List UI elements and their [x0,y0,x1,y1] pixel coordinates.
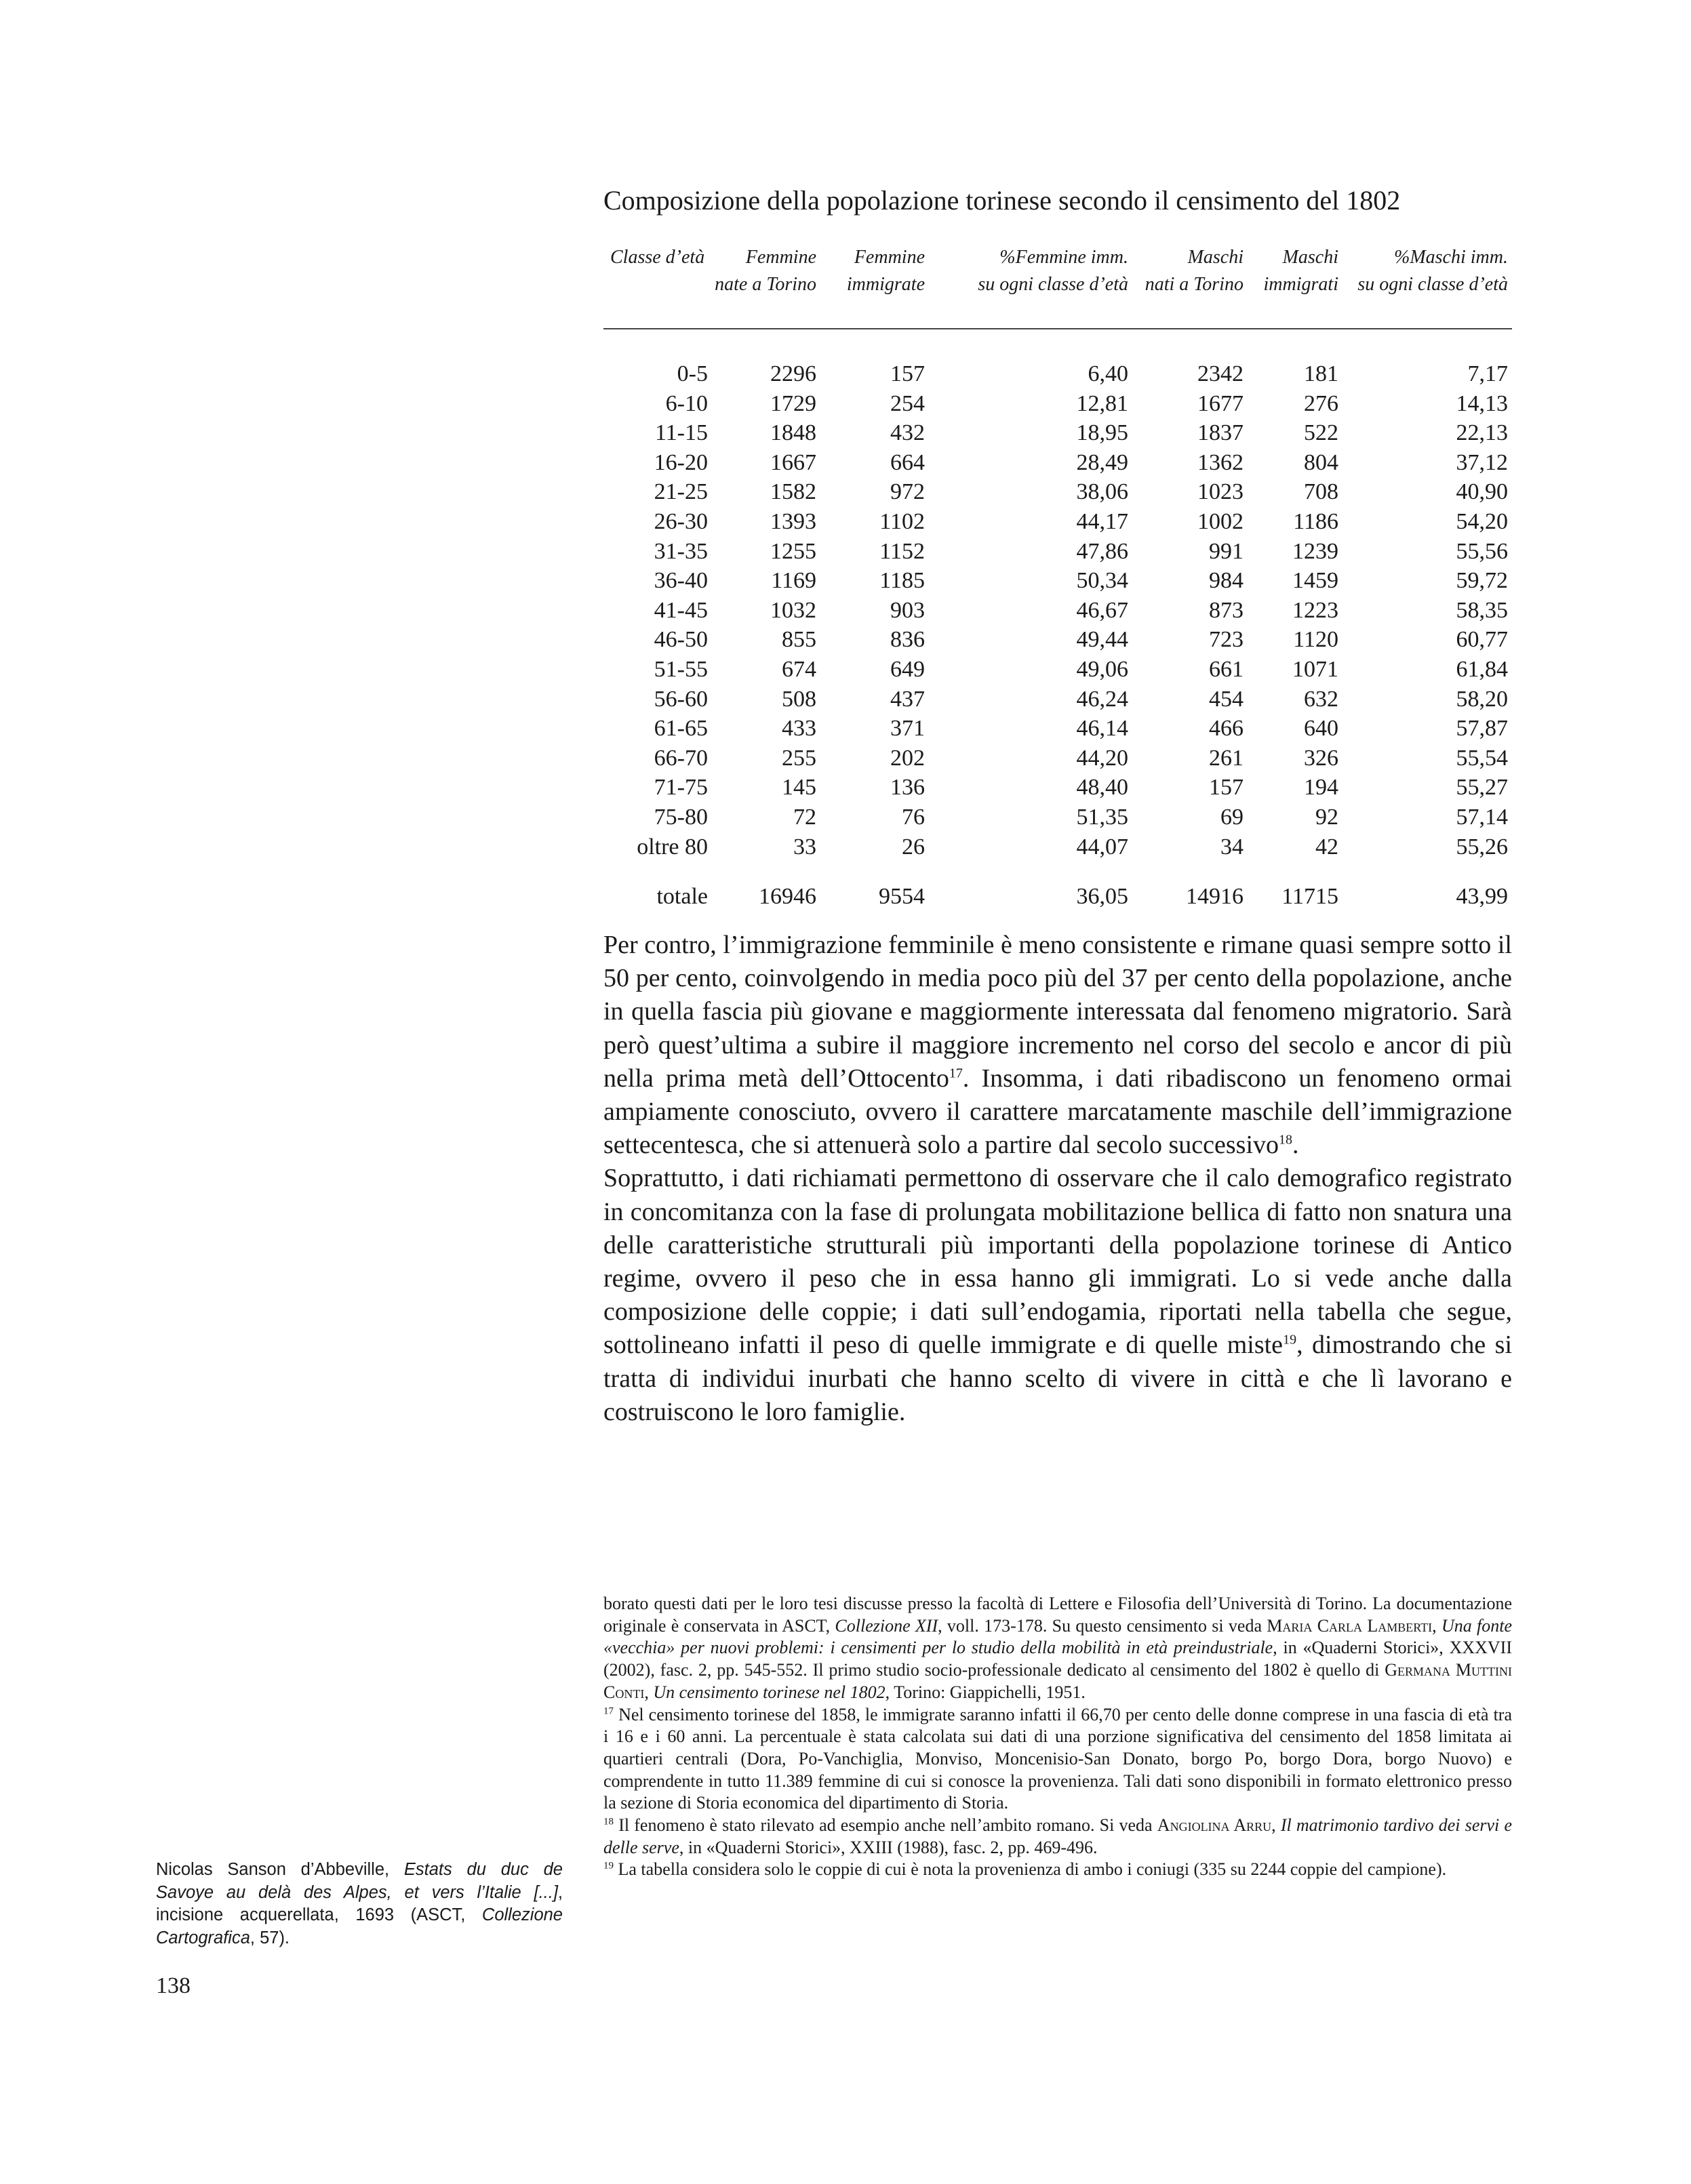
cell-age-class: 46-50 [654,627,708,653]
cell-males-immigrant: 181 [1304,361,1338,386]
cell-females-born-turin: 508 [782,686,816,712]
cell-age-class: 31-35 [654,538,708,564]
footnote-ref-17: 17 [949,1066,963,1081]
cell-males-born-turin: 1002 [1197,508,1244,534]
paragraph-text: . Insomma, i dati ribadiscono un fenomeno ormai ampiamente conosciuto, ovvero il carattere marcatamente maschile dell’immigrazione settecentesca, che si attenuerà solo a partire dal secolo successivo [603,1064,1512,1160]
cell-males-born-turin: 991 [1209,538,1244,564]
footnote-17 [603,1704,1512,1815]
cell-males-immigrant: 1120 [1293,627,1338,653]
footnote-ref-18: 18 [1279,1132,1293,1148]
footnote-author: Germana Muttini Conti [603,1660,1512,1702]
cell-males-born-turin: 69 [1220,804,1244,830]
cell-males-immigrant-pct: 58,35 [1456,597,1508,623]
table-total-row [603,862,1512,912]
total-cell-males-immigrant-pct: 43,99 [1456,884,1508,910]
cell-age-class: 26-30 [654,508,708,534]
cell-males-immigrant: 1223 [1292,597,1338,623]
table-row [603,773,1512,803]
cell-males-immigrant-pct: 61,84 [1456,656,1508,682]
cell-males-immigrant-pct: 57,14 [1456,804,1508,830]
total-cell-age-class: totale [656,884,708,910]
cell-females-immigrant: 202 [890,745,925,771]
table-row [603,803,1512,832]
total-cell-males-immigrant: 11715 [1281,884,1338,910]
cell-females-immigrant: 1152 [879,538,925,564]
cell-males-immigrant: 632 [1304,686,1338,712]
cell-females-immigrant: 437 [890,686,925,712]
footnote-text: Nel censimento torinese del 1858, le immigrate saranno infatti il 66,70 per cento delle donne comprese in una fascia di età tra i 16 e i 60 anni. La percentuale è stata calcolata sui dati di una porzione significativa del censimento del 1858 limitata ai quartieri centrali (Dora, Po-Vanchiglia, Monviso, Moncenisio-San Donato, borgo Po, borgo Dora, borgo Nuovo) e comprendente in tutto 11.389 femmine di cui si conosce la provenienza. Tali dati sono disponibili in formato elettronico presso la sezione di Storia economica del dipartimento di Storia. [603,1704,1512,1813]
cell-males-born-turin: 157 [1209,775,1244,801]
caption-author: Nicolas Sanson d’Abbeville, [156,1860,404,1879]
header-females-immigrant: Femmine immigrate [820,244,929,329]
cell-age-class: 61-65 [654,716,708,742]
cell-age-class: 75-80 [654,804,708,830]
footnote-text: , [644,1682,654,1702]
cell-females-immigrant-pct: 18,95 [1076,420,1128,446]
cell-females-born-turin: 1729 [770,390,816,416]
cell-age-class: 0-5 [677,361,708,386]
table-row [603,625,1512,655]
cell-females-born-turin: 855 [782,627,816,653]
cell-females-born-turin: 1582 [770,479,816,505]
cell-age-class: 16-20 [654,449,708,475]
table-body [603,329,1512,912]
cell-males-born-turin: 1362 [1197,449,1244,475]
cell-males-immigrant-pct: 59,72 [1456,568,1508,594]
cell-females-immigrant: 157 [890,361,925,386]
cell-females-born-turin: 72 [793,804,816,830]
cell-age-class: 51-55 [654,656,708,682]
footnote-text: , in «Quaderni Storici», XXXVII (2002), fasc. 2, pp. 545-552. Il primo studio socio-professionale dedicato al censimento del 1802 è quello di [603,1638,1512,1680]
cell-males-immigrant: 1239 [1292,538,1338,564]
cell-females-born-turin: 1169 [771,568,816,594]
footnote-italic: Una fonte «vecchia» per nuovi problemi: i censimenti per lo studio della mobilità in età preindustriale [603,1615,1513,1658]
footnote-text: Il fenomeno è stato rilevato ad esempio anche nell’ambito romano. Si veda [614,1815,1157,1836]
footnotes [603,1593,1512,1881]
footnote-continued [603,1593,1512,1704]
cell-males-born-turin: 454 [1209,686,1244,712]
table-row [603,537,1512,567]
cell-males-immigrant-pct: 58,20 [1456,686,1508,712]
cell-females-born-turin: 1032 [770,597,816,623]
page-number: 138 [156,1973,191,1998]
cell-females-born-turin: 433 [782,716,816,742]
header-males-immigrant: Maschi immigrati [1248,244,1342,329]
cell-males-immigrant-pct: 14,13 [1456,390,1508,416]
cell-females-born-turin: 1255 [770,538,816,564]
table-row [603,418,1512,448]
cell-males-immigrant: 42 [1315,834,1338,860]
cell-age-class: 56-60 [654,686,708,712]
cell-females-immigrant-pct: 46,67 [1076,597,1128,623]
footnote-author: Angiolina Arru [1157,1815,1272,1836]
paragraph-text: , dimostrando che si tratta di individui inurbati che hanno scelto di vivere in città e che lì lavorano e costruiscono le loro famiglie. [603,1331,1513,1426]
footnote-19 [603,1859,1512,1881]
cell-females-immigrant-pct: 38,06 [1076,479,1128,505]
header-males-immigrant-pct: %Maschi imm. su ogni classe d’età [1342,244,1512,329]
table-row [603,596,1512,626]
cell-age-class: oltre 80 [637,834,708,860]
cell-males-immigrant-pct: 55,56 [1456,538,1508,564]
cell-females-immigrant-pct: 47,86 [1076,538,1128,564]
footnote-number: 19 [603,1860,614,1872]
cell-males-immigrant: 708 [1304,479,1338,505]
table-title: Composizione della popolazione torinese secondo il censimento del 1802 [603,185,1401,216]
cell-females-immigrant-pct: 44,20 [1076,745,1128,771]
cell-males-immigrant: 804 [1304,449,1338,475]
cell-males-immigrant: 1186 [1293,508,1338,534]
cell-males-immigrant-pct: 55,27 [1456,775,1508,801]
cell-males-immigrant-pct: 22,13 [1456,420,1508,446]
footnote-ref-19: 19 [1283,1332,1297,1348]
cell-males-immigrant: 276 [1304,390,1338,416]
header-females-born-turin: Femmine nate a Torino [712,244,820,329]
cell-females-immigrant: 836 [890,627,925,653]
cell-females-immigrant: 76 [902,804,925,830]
table-header-row [603,244,1512,329]
caption-text: , incisione acquerellata, 1693 (ASCT, [156,1882,563,1924]
cell-males-born-turin: 34 [1220,834,1244,860]
paragraph-text: . [1292,1131,1299,1160]
table-row [603,448,1512,478]
cell-age-class: 41-45 [654,597,708,623]
footnote-italic: Collezione XII [835,1615,938,1636]
paragraph-text: Per contro, l’immigrazione femminile è meno consistente e rimane quasi sempre sotto il 50 per cento, coinvolgendo in media poco più del 37 per cento della popolazione, anche in quella fascia più giovane e maggiormente interessata dal fenomeno migratorio. Sarà però quest’ultima a subire il maggiore incremento nel corso del secolo e ancor di più nella prima metà dell’Ottocento [603,931,1512,1093]
table-row [603,507,1512,537]
cell-males-born-turin: 1837 [1197,420,1244,446]
cell-males-born-turin: 873 [1209,597,1244,623]
cell-males-immigrant-pct: 57,87 [1456,716,1508,742]
paragraph-text: Soprattutto, i dati richiamati permettono di osservare che il calo demografico registrato in concomitanza con la fase di prolungata mobilitazione bellica di fatto non snatura una delle caratteristiche strutturali più importanti della popolazione torinese di Antico regime, ovvero il peso che in essa hanno gli immigrati. Lo si vede anche dalla composizione delle coppie; i dati sull’endogamia, riportati nella tabella che segue, sottolineano infatti il peso di quelle immigrate e di quelle miste [603,1164,1512,1360]
footnote-text: , [1432,1615,1441,1636]
cell-males-immigrant: 1071 [1292,656,1338,682]
table-row [603,685,1512,714]
cell-females-immigrant: 972 [890,479,925,505]
cell-females-immigrant-pct: 44,17 [1076,508,1128,534]
cell-males-immigrant-pct: 40,90 [1456,479,1508,505]
header-males-born-turin: Maschi nati a Torino [1132,244,1248,329]
cell-females-born-turin: 145 [782,775,816,801]
cell-age-class: 71-75 [654,775,708,801]
footnote-text: , in «Quaderni Storici», XXIII (1988), fasc. 2, pp. 469-496. [679,1837,1098,1857]
cell-females-immigrant: 649 [890,656,925,682]
footnote-author: Maria Carla Lamberti [1267,1615,1433,1636]
cell-females-born-turin: 255 [782,745,816,771]
image-caption [156,1859,563,1949]
cell-females-immigrant-pct: 28,49 [1076,449,1128,475]
cell-females-immigrant: 903 [890,597,925,623]
cell-females-immigrant-pct: 12,81 [1076,390,1128,416]
caption-title: Estats du duc de Savoye au delà des Alpes, et vers l’Italie [...] [156,1860,563,1902]
cell-males-born-turin: 661 [1209,656,1244,682]
paragraph-1 [603,929,1512,1162]
table-row [603,389,1512,419]
cell-males-immigrant: 326 [1304,745,1338,771]
paragraph-2 [603,1162,1512,1429]
table-row [603,655,1512,685]
cell-females-immigrant-pct: 48,40 [1076,775,1128,801]
body-text [603,929,1512,1429]
caption-collection: Collezione Cartografica [156,1905,563,1947]
footnote-number: 17 [603,1705,614,1716]
cell-males-immigrant: 640 [1304,716,1338,742]
cell-females-born-turin: 33 [793,834,816,860]
cell-males-born-turin: 984 [1209,568,1244,594]
cell-females-immigrant-pct: 49,44 [1076,627,1128,653]
header-age-class: Classe d’età [603,244,712,329]
cell-males-born-turin: 466 [1209,716,1244,742]
footnote-18 [603,1815,1512,1859]
cell-age-class: 36-40 [654,568,708,594]
cell-males-born-turin: 1677 [1197,390,1244,416]
cell-males-immigrant-pct: 55,26 [1456,834,1508,860]
cell-females-immigrant-pct: 46,14 [1076,716,1128,742]
cell-age-class: 21-25 [654,479,708,505]
cell-females-immigrant-pct: 50,34 [1076,568,1128,594]
total-cell-females-immigrant-pct: 36,05 [1076,884,1128,910]
cell-males-immigrant-pct: 37,12 [1456,449,1508,475]
table-row [603,744,1512,773]
cell-females-immigrant: 26 [902,834,925,860]
total-cell-males-born-turin: 14916 [1186,884,1244,910]
cell-females-immigrant: 254 [890,390,925,416]
footnote-italic: Il matrimonio tardivo dei servi e delle serve [603,1815,1513,1857]
table-row [603,566,1512,596]
total-cell-females-born-turin: 16946 [759,884,816,910]
cell-age-class: 66-70 [654,745,708,771]
cell-males-immigrant-pct: 54,20 [1456,508,1508,534]
footnote-text: La tabella considera solo le coppie di cui è nota la provenienza di ambo i coniugi (335 su 2244 coppie del campione). [614,1859,1447,1880]
cell-females-immigrant-pct: 44,07 [1076,834,1128,860]
cell-males-immigrant-pct: 55,54 [1456,745,1508,771]
cell-males-born-turin: 723 [1209,627,1244,653]
cell-females-born-turin: 1667 [770,449,816,475]
table-row [603,477,1512,507]
footnote-text: , [1271,1815,1281,1836]
cell-males-immigrant: 194 [1304,775,1338,801]
cell-males-born-turin: 261 [1209,745,1244,771]
cell-males-immigrant: 92 [1315,804,1338,830]
cell-males-immigrant: 1459 [1292,568,1338,594]
caption-text: , 57). [250,1928,290,1947]
footnote-text: , Torino: Giappichelli, 1951. [885,1682,1086,1702]
cell-females-immigrant: 371 [890,716,925,742]
footnote-italic: Un censimento torinese nel 1802 [653,1682,886,1702]
cell-females-immigrant-pct: 6,40 [1088,361,1128,386]
cell-females-born-turin: 674 [782,656,816,682]
cell-males-born-turin: 1023 [1197,479,1244,505]
table-row [603,329,1512,389]
footnote-number: 18 [603,1816,614,1827]
cell-age-class: 11-15 [654,420,708,446]
cell-females-immigrant: 136 [890,775,925,801]
cell-females-immigrant: 1185 [879,568,925,594]
footnote-text: borato questi dati per le loro tesi discusse presso la facoltà di Lettere e Filosofia dell’Università di Torino. La documentazione originale è conservata in ASCT, [603,1594,1512,1636]
cell-females-immigrant: 664 [890,449,925,475]
cell-males-immigrant-pct: 7,17 [1467,361,1508,386]
cell-males-born-turin: 2342 [1197,361,1244,386]
cell-females-immigrant: 432 [890,420,925,446]
cell-females-born-turin: 1848 [770,420,816,446]
total-cell-females-immigrant: 9554 [879,884,925,910]
cell-females-immigrant-pct: 49,06 [1076,656,1128,682]
cell-females-born-turin: 2296 [770,361,816,386]
cell-age-class: 6-10 [665,390,708,416]
table-row [603,714,1512,744]
cell-females-immigrant-pct: 46,24 [1076,686,1128,712]
cell-females-immigrant-pct: 51,35 [1076,804,1128,830]
census-table [603,244,1512,912]
cell-males-immigrant: 522 [1304,420,1338,446]
cell-females-immigrant: 1102 [879,508,925,534]
cell-females-born-turin: 1393 [770,508,816,534]
footnote-text: , voll. 173-178. Su questo censimento si veda [938,1615,1267,1636]
header-females-immigrant-pct: %Femmine imm. su ogni classe d’età [929,244,1132,329]
cell-males-immigrant-pct: 60,77 [1456,627,1508,653]
table-row [603,832,1512,862]
